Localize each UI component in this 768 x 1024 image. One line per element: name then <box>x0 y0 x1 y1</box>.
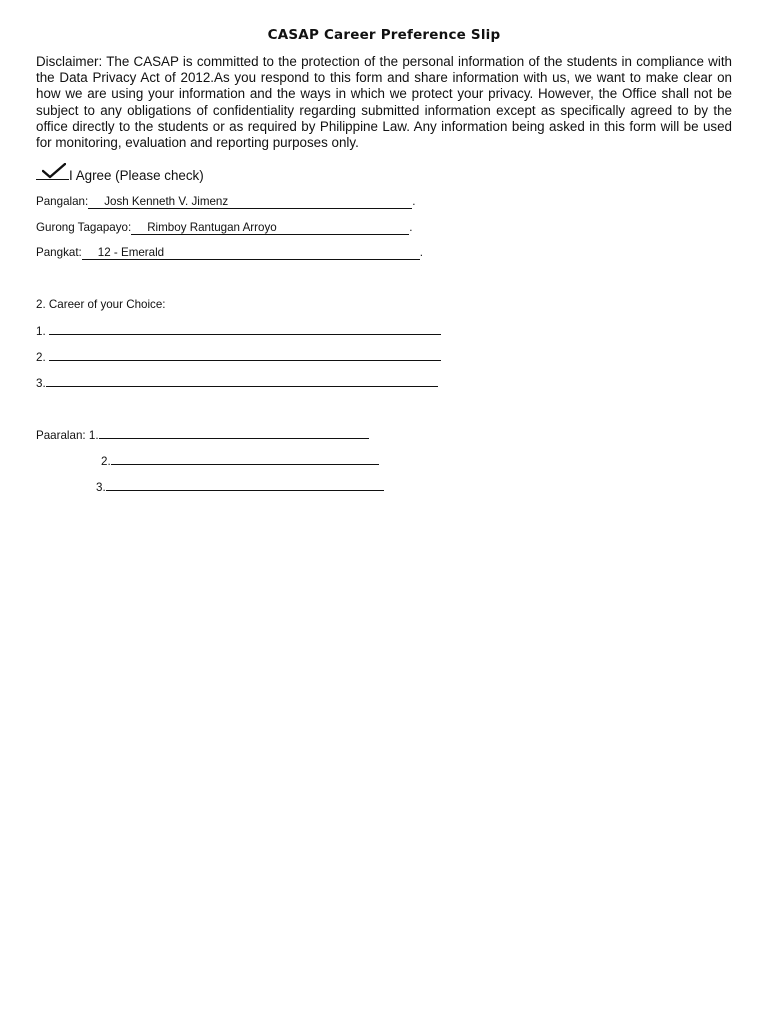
adviser-field-row <box>36 221 412 235</box>
school-choice-1-input[interactable] <box>99 427 369 439</box>
career-choice-row <box>36 349 441 365</box>
adviser-label: Gurong Tagapayo: <box>36 221 132 234</box>
adviser-field[interactable]: Rimboy Rantugan Arroyo <box>131 222 409 235</box>
career-choice-2-input[interactable] <box>49 349 441 361</box>
section-end-mark: . <box>419 246 423 259</box>
career-choice-3-input[interactable] <box>46 375 438 387</box>
career-choice-row <box>36 375 438 391</box>
career-heading: 2. Career of your Choice: <box>36 298 166 311</box>
section-label: Pangkat: <box>36 246 82 259</box>
school-choice-3-input[interactable] <box>106 479 384 491</box>
school-choice-row <box>36 427 369 443</box>
name-field[interactable]: Josh Kenneth V. Jimenz <box>88 196 412 209</box>
page-title: CASAP Career Preference Slip <box>267 27 501 43</box>
adviser-end-mark: . <box>409 221 413 234</box>
school-choice-row <box>96 479 384 495</box>
agree-check-blank[interactable] <box>36 166 69 180</box>
school-label: Paaralan: <box>36 429 86 442</box>
section-field-row <box>36 246 423 260</box>
career-choice-number: 3. <box>36 377 46 390</box>
career-choice-1-input[interactable] <box>49 323 441 335</box>
name-label: Pangalan: <box>36 195 89 208</box>
school-choice-number: 1. <box>88 429 99 442</box>
school-choice-row <box>101 453 379 469</box>
school-choice-number: 3. <box>96 481 106 494</box>
section-field[interactable]: 12 - Emerald <box>82 247 420 260</box>
career-choice-number: 1. <box>36 325 46 338</box>
name-field-row <box>36 195 415 209</box>
career-choice-row <box>36 323 441 339</box>
agree-checkbox-row[interactable] <box>36 166 204 184</box>
disclaimer-text: Disclaimer: The CASAP is committed to the protection of the personal information of the students in compliance with the Data Privacy Act of 2012.As you respond to this form and share information with us, we want to make clear on how we are using your information and the ways in which we protect your privacy. However, the Office shall not be subject to any obligations of confidentiality regarding submitted information except as specifically agreed to by the office directly to the students or as required by Philippine Law. Any information being asked in this form will be used for monitoring, evaluation and reporting purposes only. <box>36 54 732 151</box>
agree-label: I Agree (Please check) <box>69 168 204 183</box>
checkmark-icon <box>42 163 66 179</box>
school-choice-2-input[interactable] <box>111 453 379 465</box>
school-choice-number: 2. <box>101 455 111 468</box>
name-end-mark: . <box>412 195 416 208</box>
career-choice-number: 2. <box>36 351 46 364</box>
